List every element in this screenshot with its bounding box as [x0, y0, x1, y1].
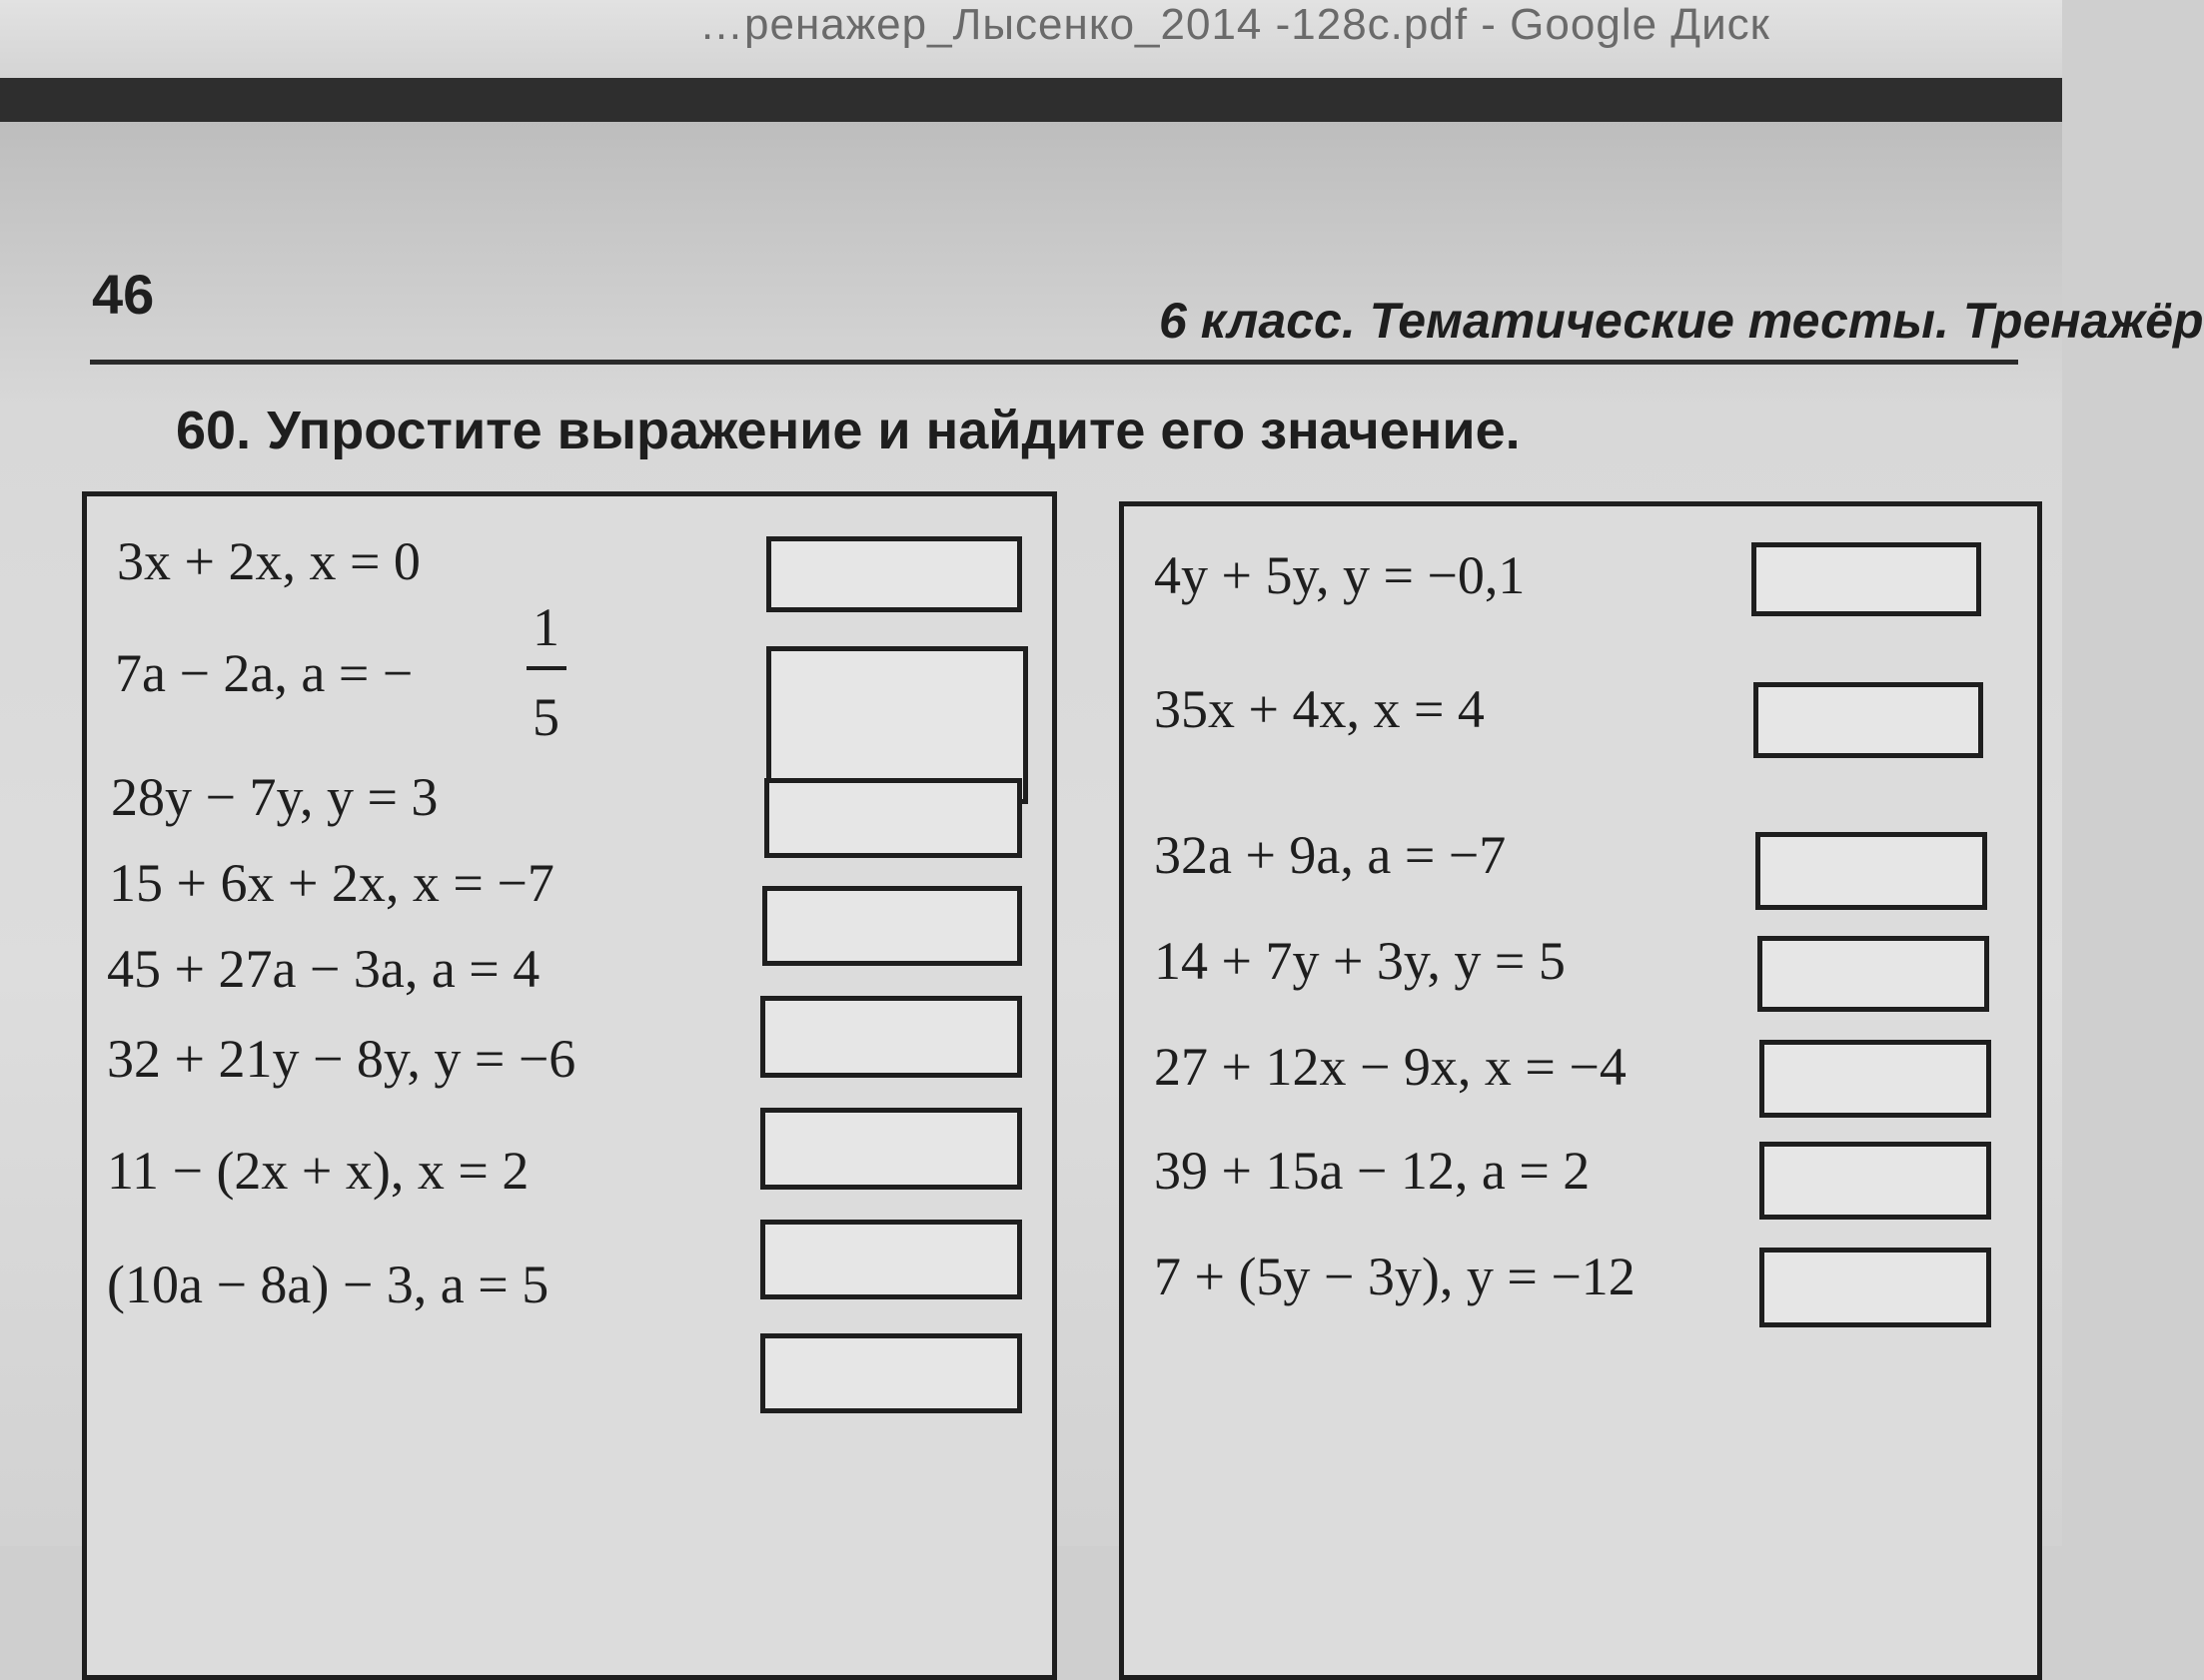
answer-box[interactable] [766, 536, 1022, 612]
exercise-expression: 14 + 7y + 3y, y = 5 [1154, 931, 1566, 991]
right-exercise-panel [1119, 501, 2042, 1680]
answer-box[interactable] [1757, 936, 1989, 1012]
header-rule [90, 360, 2018, 365]
exercise-expression: 7 + (5y − 3y), y = −12 [1154, 1247, 1636, 1306]
fraction-bar [527, 666, 566, 670]
exercise-expression: 11 − (2x + x), x = 2 [107, 1141, 530, 1201]
running-header: 6 класс. Тематические тесты. Тренажёр [1159, 293, 2204, 349]
answer-box[interactable] [760, 1108, 1022, 1190]
answer-box[interactable] [1759, 1248, 1991, 1327]
fraction-denominator: 5 [533, 687, 559, 747]
answer-box[interactable] [1753, 682, 1983, 758]
answer-box[interactable] [762, 886, 1022, 966]
exercise-expression: 27 + 12x − 9x, x = −4 [1154, 1037, 1627, 1097]
exercise-expression: 39 + 15a − 12, a = 2 [1154, 1141, 1591, 1201]
document-page [0, 122, 2204, 1546]
answer-box[interactable] [1759, 1040, 1991, 1118]
answer-box[interactable] [760, 1220, 1022, 1299]
answer-box[interactable] [760, 1333, 1022, 1413]
task-number: 60. [176, 401, 252, 460]
task-heading [176, 400, 1521, 461]
exercise-expression: 15 + 6x + 2x, x = −7 [109, 853, 554, 913]
exercise-expression: 28y − 7y, y = 3 [111, 767, 439, 827]
answer-box[interactable] [1759, 1142, 1991, 1220]
exercise-expression: 3x + 2x, x = 0 [117, 531, 421, 591]
answer-box[interactable] [1751, 542, 1981, 616]
exercise-expression: 35x + 4x, x = 4 [1154, 679, 1485, 739]
exercise-expression: 32 + 21y − 8y, y = −6 [107, 1029, 576, 1089]
exercise-expression: 4y + 5y, y = −0,1 [1154, 545, 1526, 605]
exercise-expression: 45 + 27a − 3a, a = 4 [107, 939, 541, 999]
answer-box[interactable] [760, 996, 1022, 1078]
toolbar-band [0, 78, 2062, 122]
task-text: Упростите выражение и найдите его значение. [267, 401, 1521, 460]
window-titlebar [0, 0, 2062, 78]
window-title: …ренажер_Лысенко_2014 -128с.pdf - Google Диск [699, 0, 1770, 49]
page-number: 46 [92, 263, 155, 326]
answer-box[interactable] [764, 778, 1022, 858]
exercise-expression: 7a − 2a, a = − [115, 643, 414, 703]
fraction-numerator: 1 [533, 597, 559, 657]
answer-box[interactable] [1755, 832, 1987, 910]
left-exercise-panel [82, 491, 1057, 1680]
exercise-expression: (10a − 8a) − 3, a = 5 [107, 1255, 550, 1314]
exercise-expression: 32a + 9a, a = −7 [1154, 825, 1507, 885]
